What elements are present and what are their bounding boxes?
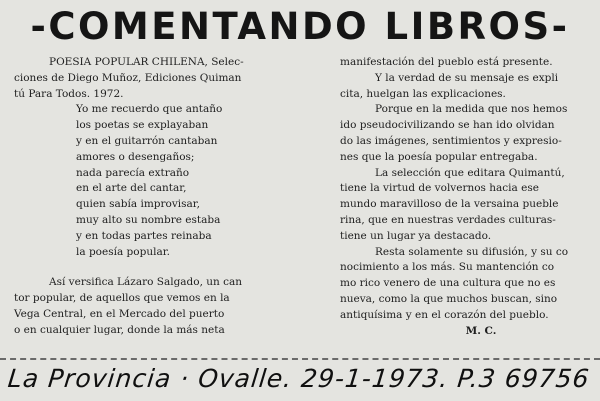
poem-line: y en todas partes reinaba <box>76 229 212 242</box>
body-line: tor popular, de aquellos que vemos en la <box>14 292 230 305</box>
body-line: La selección que editara Quimantú, <box>375 166 565 179</box>
paragraph-gap <box>14 260 300 275</box>
body-line: Y la verdad de su mensaje es expli <box>375 71 559 84</box>
body-line: tiene un lugar ya destacado. <box>340 229 492 242</box>
right-column <box>340 55 600 339</box>
body-line: nes que la poesía popular entregaba. <box>340 150 538 163</box>
poem-stanza <box>14 102 300 260</box>
body-line: do las imágenes, sentimientos y expresio- <box>340 134 562 147</box>
body-line: o en cualquier lugar, donde la más neta <box>14 323 225 336</box>
intro-line: tú Para Todos. 1972. <box>14 87 124 100</box>
body-line: nueva, como la que muchos buscan, sino <box>340 292 558 305</box>
left-column <box>14 55 300 339</box>
poem-line: la poesía popular. <box>76 245 170 258</box>
body-line: mo rico venero de una cultura que no es <box>340 277 556 290</box>
poem-line: muy alto su nombre estaba <box>76 213 221 226</box>
body-line: antiquísima y en el corazón del pueblo. <box>340 308 549 321</box>
author-signature: M. C. <box>465 324 497 337</box>
body-line: Resta solamente su difusión, y su co <box>375 245 569 258</box>
body-line: manifestación del pueblo está presente. <box>340 56 553 68</box>
poem-line: amores o desengaños; <box>76 150 195 163</box>
body-line: rina, que en nuestras verdades culturas- <box>340 213 556 226</box>
intro-line: ciones de Diego Muñoz, Ediciones Quiman <box>14 71 242 84</box>
handwritten-source-note: La Provincia · Ovalle. 29-1-1973. P.3 69756 <box>6 364 592 393</box>
body-line: Vega Central, en el Mercado del puerto <box>14 307 225 320</box>
poem-line: los poetas se explayaban <box>76 119 209 132</box>
poem-line: Yo me recuerdo que antaño <box>76 103 223 116</box>
body-line: nocimiento a los más. Su mantención co <box>340 261 555 274</box>
poem-line: en el arte del cantar, <box>76 182 187 195</box>
body-line: ido pseudocivilizando se han ido olvidan <box>340 119 555 132</box>
article-heading: -COMENTANDO LIBROS- <box>30 5 570 48</box>
poem-line: nada parecía extraño <box>76 166 190 179</box>
body-line: Así versifica Lázaro Salgado, un can <box>49 276 243 289</box>
intro-line: POESIA POPULAR CHILENA, Selec- <box>49 56 244 68</box>
poem-line: y en el guitarrón cantaban <box>76 134 218 147</box>
body-line: Porque en la medida que nos hemos <box>375 103 568 116</box>
body-line: tiene la virtud de volvernos hacia ese <box>340 182 539 195</box>
poem-line: quien sabía improvisar, <box>76 198 201 211</box>
body-line: mundo maravilloso de la versaina pueble <box>340 198 559 211</box>
body-line: cita, huelgan las explicaciones. <box>340 87 506 100</box>
